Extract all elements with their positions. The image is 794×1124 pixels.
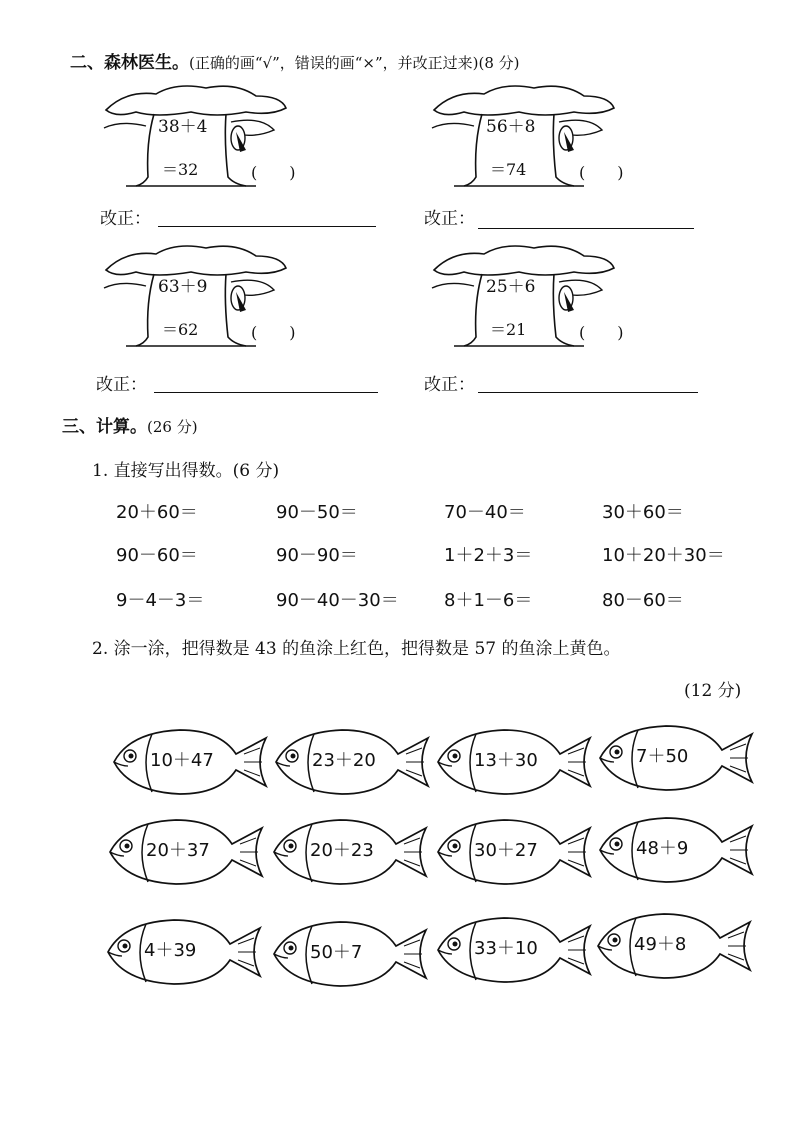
answer-parentheses[interactable]: ( ) bbox=[251, 163, 296, 182]
fix-label: 改正： bbox=[424, 375, 475, 395]
calc-item: 90－40－30＝ bbox=[276, 590, 399, 611]
fish-expression: 20＋37 bbox=[146, 840, 210, 861]
tree-expression: 25＋6 bbox=[486, 277, 536, 297]
calc-item: 80－60＝ bbox=[602, 590, 684, 611]
fish-item[interactable] bbox=[596, 718, 756, 798]
fish-expression: 33＋10 bbox=[474, 938, 538, 959]
calc-item: 8＋1－6＝ bbox=[444, 590, 533, 611]
tree-question-3 bbox=[96, 242, 296, 352]
tree-result: ＝62 bbox=[162, 320, 199, 339]
fish-item[interactable] bbox=[104, 912, 264, 992]
answer-parentheses[interactable]: ( ) bbox=[579, 323, 624, 342]
fix-label: 改正： bbox=[100, 209, 151, 229]
question-2-title: 2. 涂一涂，把得数是 43 的鱼涂上红色，把得数是 57 的鱼涂上黄色。 bbox=[92, 639, 621, 659]
section-3-heading: 三、计算。 bbox=[62, 417, 147, 437]
section-2-note: (正确的画“√”，错误的画“×”，并改正过来)(8 分) bbox=[189, 54, 520, 72]
question-2-score: (12 分) bbox=[684, 681, 742, 701]
tree-expression: 56＋8 bbox=[486, 117, 536, 137]
fish-expression: 30＋27 bbox=[474, 840, 538, 861]
calc-item: 90－90＝ bbox=[276, 545, 358, 566]
fix-answer-line[interactable] bbox=[158, 226, 376, 227]
section-2-heading: 二、森林医生。 bbox=[70, 53, 189, 73]
tree-question-4 bbox=[424, 242, 624, 352]
fix-answer-line[interactable] bbox=[478, 392, 698, 393]
fish-expression: 10＋47 bbox=[150, 750, 214, 771]
fix-answer-line[interactable] bbox=[478, 228, 694, 229]
calc-item: 1＋2＋3＝ bbox=[444, 545, 533, 566]
calc-item: 9－4－3＝ bbox=[116, 590, 205, 611]
fish-item[interactable] bbox=[434, 910, 594, 990]
fix-label: 改正： bbox=[96, 375, 147, 395]
tree-result: ＝74 bbox=[490, 160, 527, 179]
question-1-title: 1. 直接写出得数。(6 分) bbox=[92, 461, 280, 481]
fish-expression: 48＋9 bbox=[636, 838, 689, 859]
calc-item: 90－50＝ bbox=[276, 502, 358, 523]
fish-item[interactable] bbox=[594, 906, 754, 986]
fish-item[interactable] bbox=[434, 722, 594, 802]
calc-item: 90－60＝ bbox=[116, 545, 198, 566]
fish-expression: 4＋39 bbox=[144, 940, 197, 961]
calc-item: 30＋60＝ bbox=[602, 502, 684, 523]
section-2-title bbox=[70, 48, 520, 73]
tree-question-2 bbox=[424, 82, 624, 192]
tree-expression: 38＋4 bbox=[158, 117, 208, 137]
fish-expression: 50＋7 bbox=[310, 942, 363, 963]
fix-label: 改正： bbox=[424, 209, 475, 229]
fish-item[interactable] bbox=[272, 722, 432, 802]
fish-item[interactable] bbox=[106, 812, 266, 892]
fish-expression: 20＋23 bbox=[310, 840, 374, 861]
tree-question-1 bbox=[96, 82, 296, 192]
fix-answer-line[interactable] bbox=[154, 392, 378, 393]
fish-item[interactable] bbox=[110, 722, 270, 802]
calc-item: 20＋60＝ bbox=[116, 502, 198, 523]
fish-expression: 49＋8 bbox=[634, 934, 687, 955]
fish-item[interactable] bbox=[596, 810, 756, 890]
fish-item[interactable] bbox=[270, 914, 430, 994]
fish-expression: 13＋30 bbox=[474, 750, 538, 771]
answer-parentheses[interactable]: ( ) bbox=[579, 163, 624, 182]
section-3-note: (26 分) bbox=[147, 418, 198, 436]
tree-result: ＝32 bbox=[162, 160, 199, 179]
fish-expression: 7＋50 bbox=[636, 746, 689, 767]
tree-expression: 63＋9 bbox=[158, 277, 208, 297]
fish-item[interactable] bbox=[434, 812, 594, 892]
calc-item: 70－40＝ bbox=[444, 502, 526, 523]
calc-item: 10＋20＋30＝ bbox=[602, 545, 725, 566]
section-3-title bbox=[62, 412, 198, 437]
fish-expression: 23＋20 bbox=[312, 750, 376, 771]
fish-item[interactable] bbox=[270, 812, 430, 892]
answer-parentheses[interactable]: ( ) bbox=[251, 323, 296, 342]
tree-result: ＝21 bbox=[490, 320, 527, 339]
